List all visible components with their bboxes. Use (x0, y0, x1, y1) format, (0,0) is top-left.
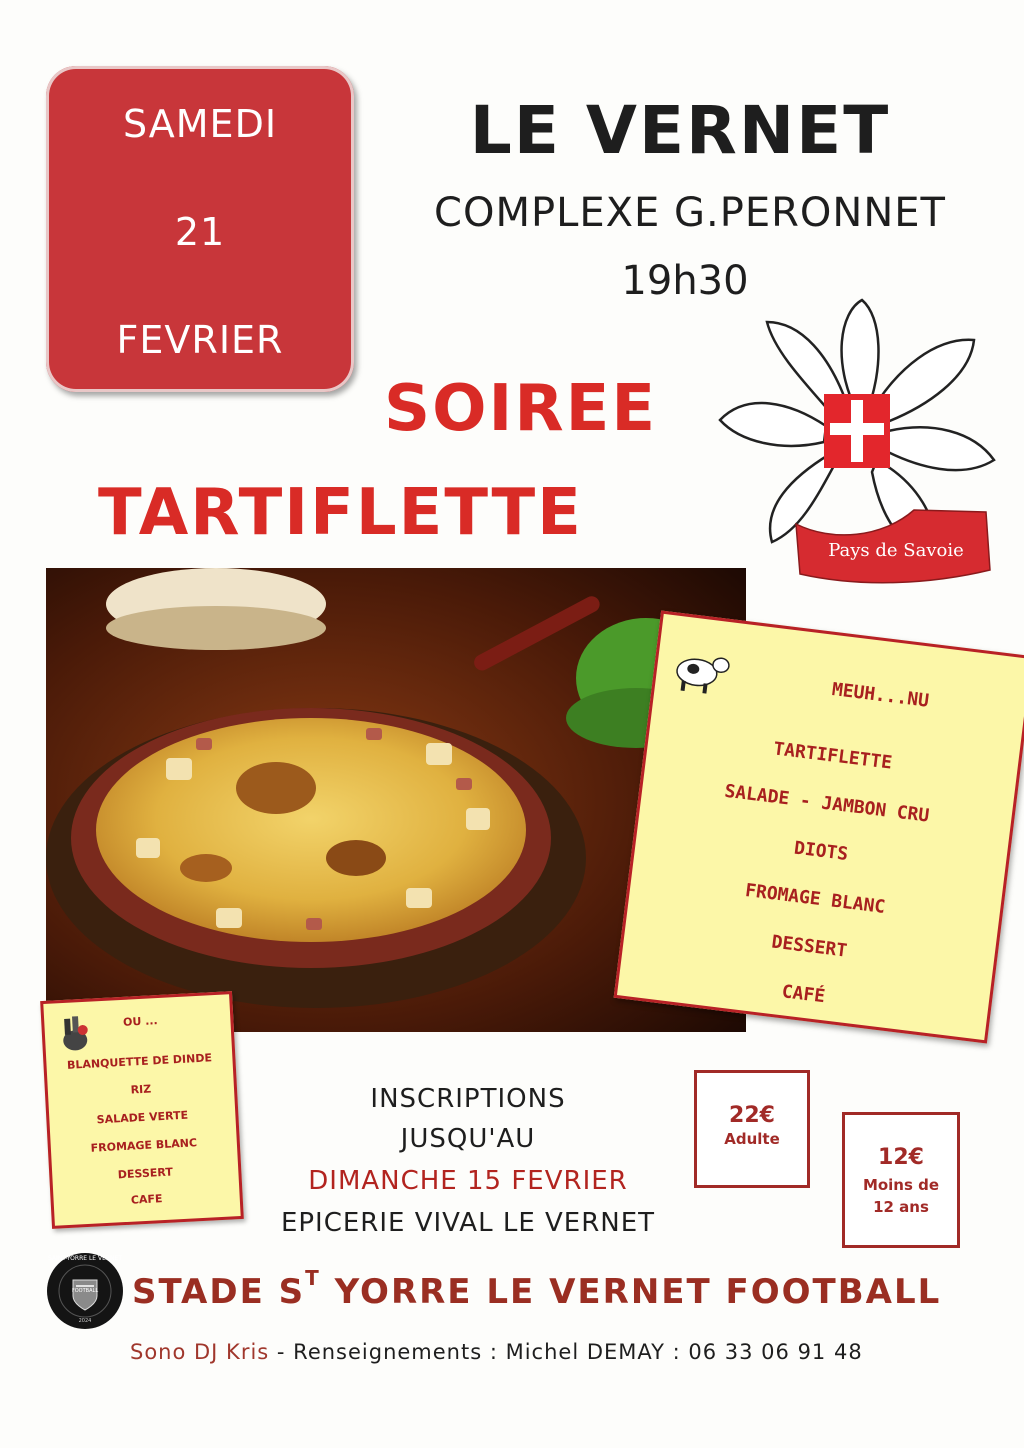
date-box (46, 66, 354, 392)
menu-item: CAFÉ (780, 981, 827, 1008)
price-amount: 22€ (729, 1103, 775, 1128)
price-child (842, 1112, 960, 1248)
menu-heading: MEUH...NU (830, 679, 931, 712)
club-logo (46, 1252, 124, 1330)
date-month: FEVRIER (116, 318, 284, 362)
menu-item: TARTIFLETTE (772, 738, 894, 774)
inscriptions-place: EPICERIE VIVAL LE VERNET (280, 1208, 656, 1238)
club-name-part2: YORRE LE VERNET FOOTBALL (320, 1272, 942, 1312)
venue: COMPLEXE G.PERONNET (434, 190, 946, 236)
alt-menu-card (40, 991, 244, 1229)
club-name (132, 1266, 941, 1312)
club-name-part1: STADE S (132, 1272, 306, 1312)
logo-text: SAINT-YORRE LE VERNET (48, 1255, 122, 1262)
footer-separator: - (269, 1340, 294, 1364)
alt-menu-item: DESSERT (117, 1165, 174, 1182)
badge-ribbon-text: Pays de Savoie (828, 540, 964, 561)
alt-menu-item: FROMAGE BLANC (90, 1136, 198, 1155)
price-amount: 12€ (878, 1145, 924, 1170)
club-name-sup: T (305, 1266, 321, 1290)
page-title: LE VERNET (469, 92, 891, 169)
inscriptions-deadline: DIMANCHE 15 FEVRIER (308, 1166, 628, 1196)
pays-de-savoie-badge (712, 292, 1002, 592)
date-day-number: 21 (174, 210, 226, 254)
menu-card (614, 611, 1024, 1044)
date-day-name: SAMEDI (122, 102, 278, 146)
event-title-line1: SOIREE (384, 372, 658, 446)
footer-sono: Sono DJ Kris (130, 1340, 270, 1364)
alt-menu-item: CAFE (130, 1192, 163, 1207)
menu-item: SALADE - JAMBON CRU (723, 780, 931, 827)
logo-year: 2024 (78, 1318, 92, 1324)
footer-info: Renseignements : Michel DEMAY : 06 33 06 91 48 (293, 1340, 863, 1364)
price-adult (694, 1070, 810, 1188)
price-label: Adulte (724, 1130, 780, 1148)
menu-item: DESSERT (770, 931, 849, 962)
event-title-line2: TARTIFLETTE (98, 476, 583, 550)
price-label: Moins de 12 ans (862, 1176, 940, 1216)
alt-menu-heading: OU ... (122, 1014, 159, 1029)
menu-item: DIOTS (792, 837, 850, 866)
menu-item: FROMAGE BLANC (743, 879, 887, 918)
inscriptions-line2: JUSQU'AU (400, 1124, 536, 1154)
alt-menu-item: RIZ (130, 1082, 152, 1097)
alt-menu-item: SALADE VERTE (96, 1108, 189, 1127)
event-time: 19h30 (621, 258, 749, 304)
alt-menu-item: BLANQUETTE DE DINDE (66, 1051, 213, 1072)
inscriptions-line1: INSCRIPTIONS (370, 1084, 566, 1114)
logo-small: FOOTBALL (71, 1288, 99, 1294)
footer (130, 1340, 863, 1364)
